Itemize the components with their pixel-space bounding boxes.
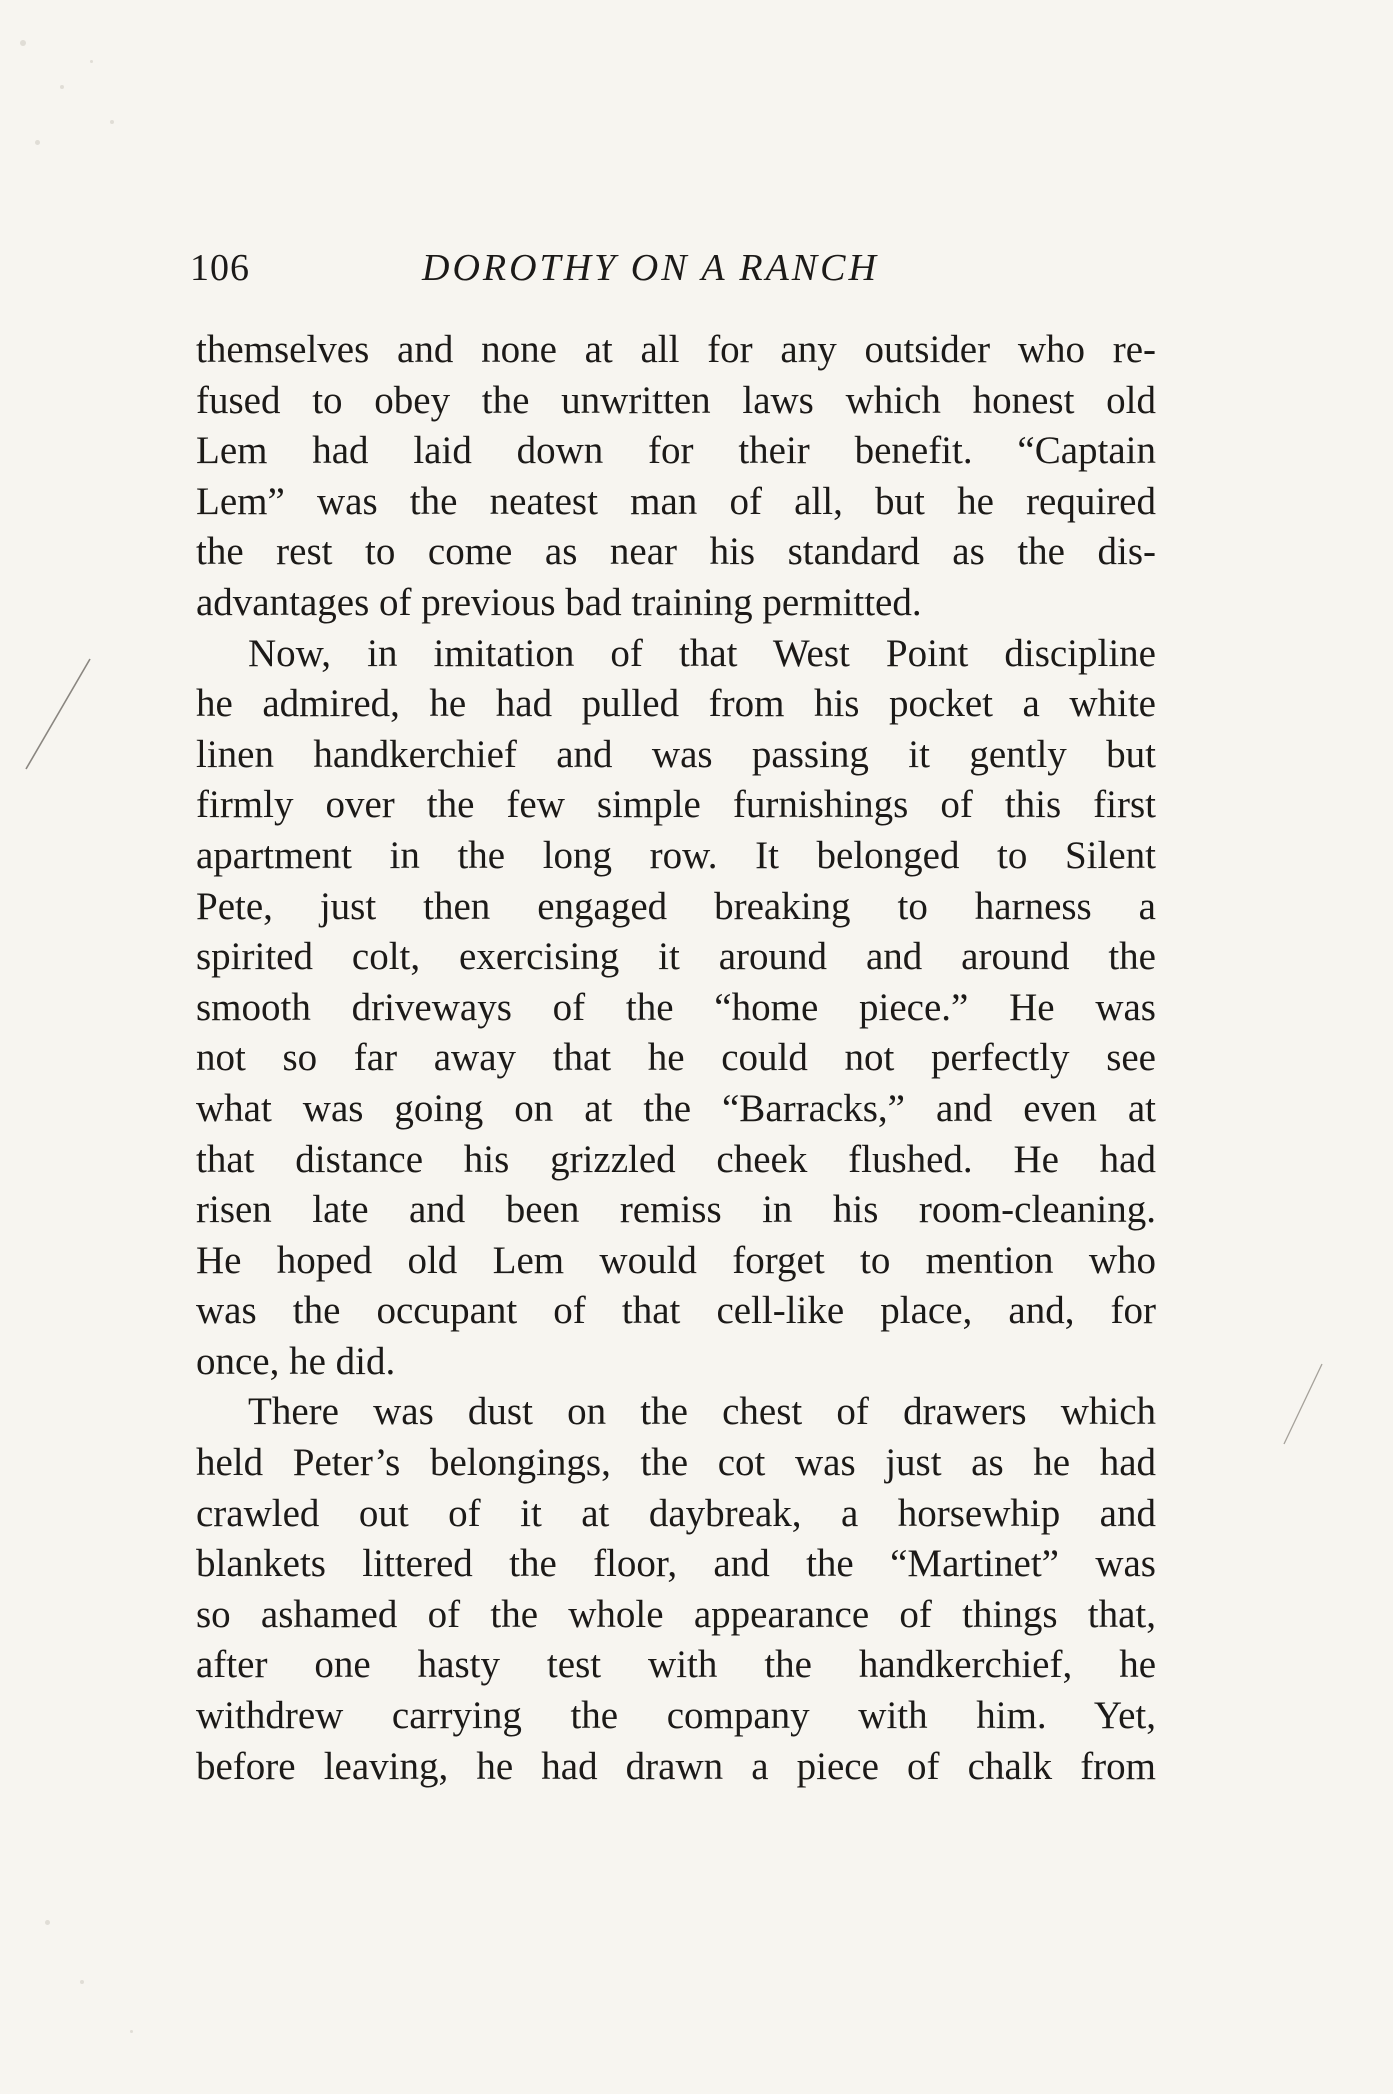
running-header <box>190 238 1170 298</box>
text-line: once, he did. <box>196 1339 396 1383</box>
text-line: Lem had laid down for their benefit. “Captain <box>196 429 1156 473</box>
running-title: DOROTHY ON A RANCH <box>422 247 879 289</box>
text-line: before leaving, he had drawn a piece of chalk from <box>196 1744 1156 1788</box>
text-line: apartment in the long row. It belonged to Silent <box>196 833 1156 877</box>
text-line: after one hasty test with the handkerchief, he <box>196 1643 1156 1687</box>
text-line: withdrew carrying the company with him. Yet, <box>196 1694 1156 1738</box>
text-line: he admired, he had pulled from his pocket a white <box>196 682 1156 726</box>
text-line: linen handkerchief and was passing it gently but <box>196 732 1156 776</box>
text-line: crawled out of it at daybreak, a horsewhip and <box>196 1491 1156 1535</box>
text-line: Pete, just then engaged breaking to harness a <box>196 884 1156 928</box>
text-line: firmly over the few simple furnishings of this first <box>196 783 1156 827</box>
text-line: themselves and none at all for any outsider who re- <box>196 328 1156 371</box>
paper-speckle <box>45 1920 50 1925</box>
text-line: blankets littered the floor, and the “Martinet” was <box>196 1542 1156 1586</box>
paper-speckle <box>80 1980 84 1984</box>
paper-speckle <box>90 60 93 63</box>
text-line: He hoped old Lem would forget to mention who <box>196 1238 1156 1282</box>
text-line: Lem” was the neatest man of all, but he required <box>196 479 1156 523</box>
margin-pencil-mark <box>20 655 100 775</box>
text-line: not so far away that he could not perfectly see <box>196 1036 1156 1080</box>
text-line: Now, in imitation of that West Point discipline <box>248 631 1156 675</box>
text-line: risen late and been remiss in his room-cleaning. <box>196 1188 1156 1232</box>
margin-pencil-mark <box>1278 1360 1328 1450</box>
paper-speckle <box>60 85 64 89</box>
text-line: spirited colt, exercising it around and around the <box>196 935 1156 979</box>
text-line: There was dust on the chest of drawers which <box>248 1390 1156 1434</box>
text-line: what was going on at the “Barracks,” and even at <box>196 1086 1156 1130</box>
text-line: the rest to come as near his standard as the dis- <box>196 530 1156 574</box>
paper-speckle <box>130 2030 133 2033</box>
paper-speckle <box>110 120 114 124</box>
page-number: 106 <box>190 247 250 289</box>
body-text <box>196 325 1156 1792</box>
text-line: smooth driveways of the “home piece.” He was <box>196 985 1156 1029</box>
text-line: held Peter’s belongings, the cot was just as he had <box>196 1441 1156 1485</box>
paper-speckle <box>35 140 40 145</box>
text-line: so ashamed of the whole appearance of things that, <box>196 1592 1156 1636</box>
text-line: advantages of previous bad training permitted. <box>196 580 922 624</box>
text-line: that distance his grizzled cheek flushed. He had <box>196 1137 1156 1181</box>
text-line: was the occupant of that cell-like place, and, for <box>196 1289 1156 1333</box>
text-line: fused to obey the unwritten laws which honest old <box>196 378 1156 422</box>
paper-speckle <box>20 40 26 46</box>
